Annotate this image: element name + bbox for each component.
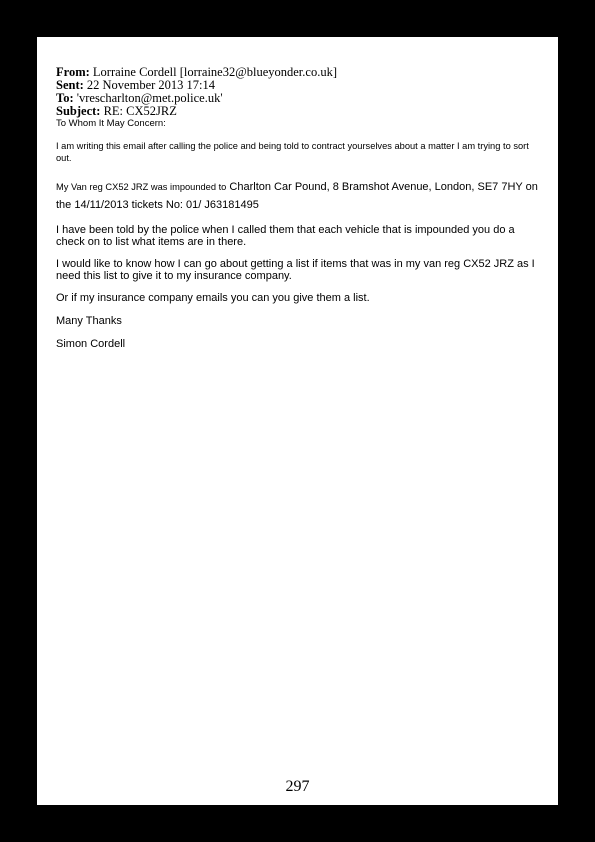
document-page bbox=[37, 37, 558, 805]
body-paragraph-3: I have been told by the police when I called them that each vehicle that is impounded you do a check on to list what items are in there. bbox=[56, 224, 515, 248]
body-paragraph-5: Or if my insurance company emails you can you give them a list. bbox=[56, 292, 370, 304]
from-label: From: bbox=[56, 65, 90, 79]
subject-value: RE: CX52JRZ bbox=[103, 104, 177, 118]
sent-value: 22 November 2013 17:14 bbox=[86, 78, 216, 92]
body-paragraph-2-start: My Van reg CX52 JRZ was impounded to bbox=[56, 182, 227, 192]
subject-label: Subject: bbox=[56, 104, 101, 118]
greeting: To Whom It May Concern: bbox=[56, 118, 166, 129]
to-label: To: bbox=[56, 91, 74, 105]
body-paragraph-2-rest: Charlton Car Pound, 8 Bramshot Avenue, London, SE7 7HY on the 14/11/2013 tickets No: 01/ J63181495 bbox=[56, 181, 538, 211]
signature: Simon Cordell bbox=[56, 338, 126, 350]
subject-line bbox=[56, 105, 546, 118]
closing-line: Many Thanks bbox=[56, 315, 122, 327]
page-number: 297 bbox=[285, 778, 310, 795]
body-paragraph-4: I would like to know how I can go about getting a list if items that was in my van reg CX52 JRZ as I need this list to give it to my insurance company. bbox=[56, 258, 535, 282]
to-value: 'vrescharlton@met.police.uk' bbox=[76, 91, 223, 105]
from-value: Lorraine Cordell [lorraine32@blueyonder.co.uk] bbox=[92, 65, 337, 79]
email-body bbox=[56, 141, 546, 350]
sent-label: Sent: bbox=[56, 78, 84, 92]
body-paragraph-2 bbox=[56, 177, 546, 213]
email-header bbox=[56, 66, 546, 130]
body-paragraph-1: I am writing this email after calling the police and being told to contract yourselves about a matter I am trying to sort out. bbox=[56, 141, 529, 163]
